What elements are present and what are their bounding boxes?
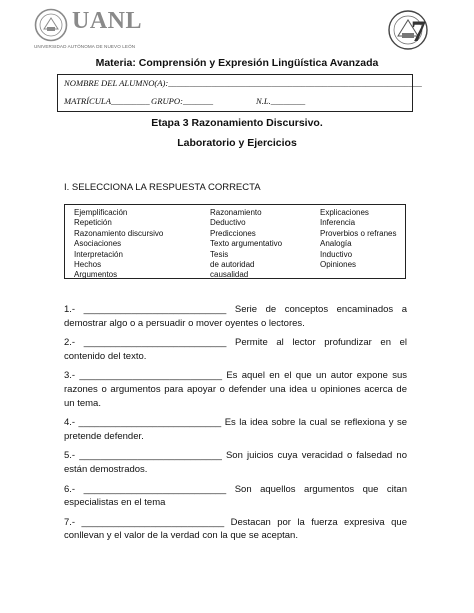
word-bank-item: Argumentos [74,270,118,280]
uanl-seal-icon [34,8,68,42]
word-bank-item: Proverbios o refranes [320,228,397,238]
word-bank-item: Inferencia [320,218,356,228]
question-item[interactable]: 4.- ___________________________ Es la idea sobre la cual se reflexiona y se pretende defender. [64,417,407,442]
nl-field[interactable]: N.L.________ [256,96,306,106]
word-bank-item: Opiniones [320,260,357,270]
word-bank-column-3 [320,208,396,270]
word-bank-item: Tesis [210,249,229,259]
section-heading: I. SELECCIONA LA RESPUESTA CORRECTA [64,182,261,193]
word-bank-item: Asociaciones [74,239,122,249]
student-info-box [57,74,422,112]
question-item[interactable]: 5.- ___________________________ Son juicios cuya veracidad o falsedad no están demostrados. [64,450,407,475]
word-bank-item: Explicaciones [320,208,369,217]
word-bank-item: Inductivo [320,249,353,259]
word-bank-item: Interpretación [74,249,123,259]
matricula-field[interactable]: MATRÍCULA_________ [64,96,150,106]
question-item[interactable]: 6.- ___________________________ Son aquellos argumentos que citan especialistas en el tema [64,483,407,509]
word-bank-item: causalidad [210,270,249,280]
svg-text:7: 7 [411,15,426,46]
question-list [64,303,407,549]
lab-title: Laboratorio y Ejercicios [177,137,297,149]
word-bank-item: Ejemplificación [74,208,128,217]
word-bank-item: Hechos [74,260,102,270]
word-bank-item: Texto argumentativo [210,239,283,249]
word-bank-item: Razonamiento [210,208,262,217]
number-seven-mark [408,14,434,46]
word-bank-item: Analogía [320,239,352,249]
word-bank-column-1 [74,208,163,281]
stage-title: Etapa 3 Razonamiento Discursivo. [151,117,323,129]
word-bank-item: Repetición [74,218,112,228]
grupo-field[interactable]: GRUPO:_______ [151,96,214,106]
question-item[interactable]: 7.- ___________________________ Destacan por la fuerza expresiva que conllevan y el valor de la verdad con la que se aceptan. [64,516,407,542]
question-item[interactable]: 2.- ___________________________ Permite al lector profundizar en el contenido del texto. [64,337,407,362]
subject-title: Materia: Comprensión y Expresión Lingüística Avanzada [95,57,379,69]
word-bank-item: Predicciones [210,228,256,238]
word-bank-item: Deductivo [210,218,246,228]
uanl-logo-text: UANL [72,8,143,34]
word-bank-item: Razonamiento discursivo [74,228,164,238]
word-bank-column-2 [210,208,282,281]
word-bank [64,204,406,279]
student-name-field[interactable]: NOMBRE DEL ALUMNO(A):___________________________________________________________ [64,78,422,88]
question-item[interactable]: 3.- ___________________________ Es aquel en el que un autor expone sus razones o argumentos para apoyar o defender una idea u opiniones acerca de un tema. [64,370,407,409]
question-item[interactable]: 1.- ___________________________ Serie de conceptos encaminados a demostrar algo o a persuadir o mover oyentes o lectores. [64,304,407,329]
word-bank-item: de autoridad [210,260,255,270]
university-name: UNIVERSIDAD AUTÓNOMA DE NUEVO LEÓN [34,44,136,49]
